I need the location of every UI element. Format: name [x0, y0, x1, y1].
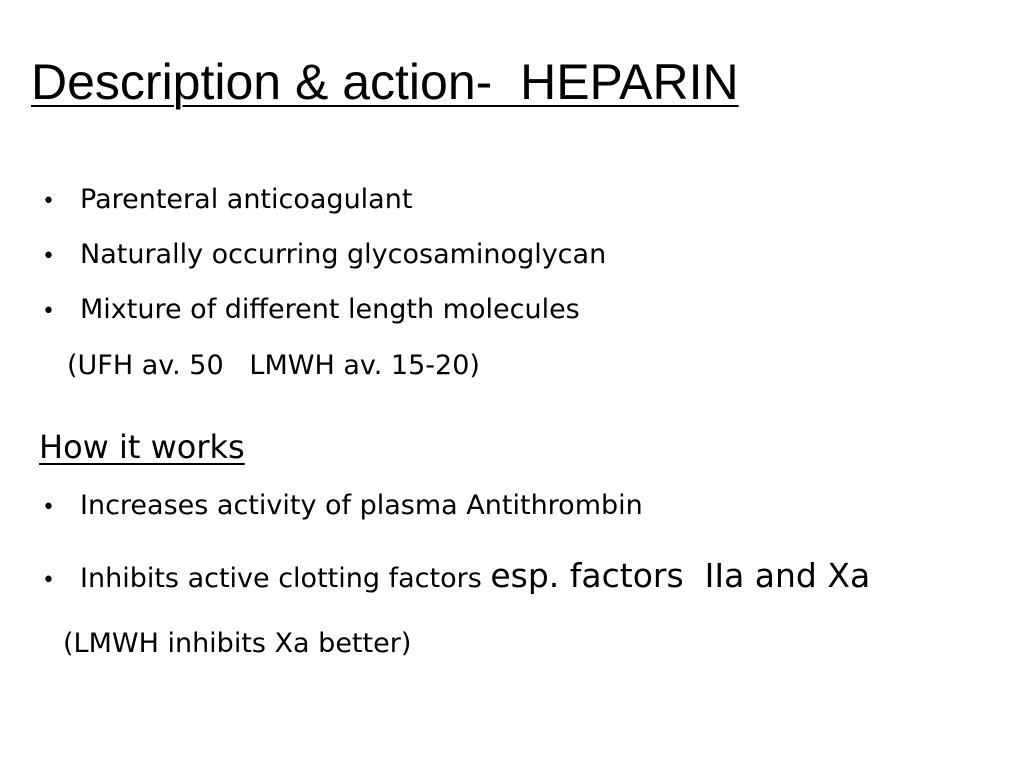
bullet-item-glycosaminoglycan — [40, 239, 606, 271]
bullet-text: Inhibits active clotting factors — [80, 563, 491, 594]
bullet-text: Naturally occurring glycosaminoglycan — [80, 239, 607, 270]
bullet-icon: • — [42, 568, 55, 593]
bullet-icon: • — [42, 244, 55, 269]
bullet-text: Increases activity of plasma Antithrombin — [80, 490, 643, 521]
molecule-length-note: (UFH av. 50 LMWH av. 15-20) — [67, 350, 480, 381]
bullet-item-parenteral — [40, 184, 412, 216]
bullet-text-emphasis: esp. factors IIa and Xa — [490, 556, 871, 595]
bullet-icon: • — [42, 299, 55, 324]
section-heading-how-it-works: How it works — [39, 428, 245, 466]
lmwh-note: (LMWH inhibits Xa better) — [63, 628, 412, 659]
bullet-text: Parenteral anticoagulant — [80, 184, 413, 215]
bullet-text: Mixture of different length molecules — [80, 294, 580, 325]
bullet-item-antithrombin — [40, 490, 643, 522]
bullet-icon: • — [42, 495, 55, 520]
slide-title: Description & action- HEPARIN — [31, 54, 739, 110]
bullet-item-clotting-factors — [40, 556, 870, 596]
bullet-icon: • — [42, 189, 55, 214]
bullet-item-mixture — [40, 294, 580, 326]
